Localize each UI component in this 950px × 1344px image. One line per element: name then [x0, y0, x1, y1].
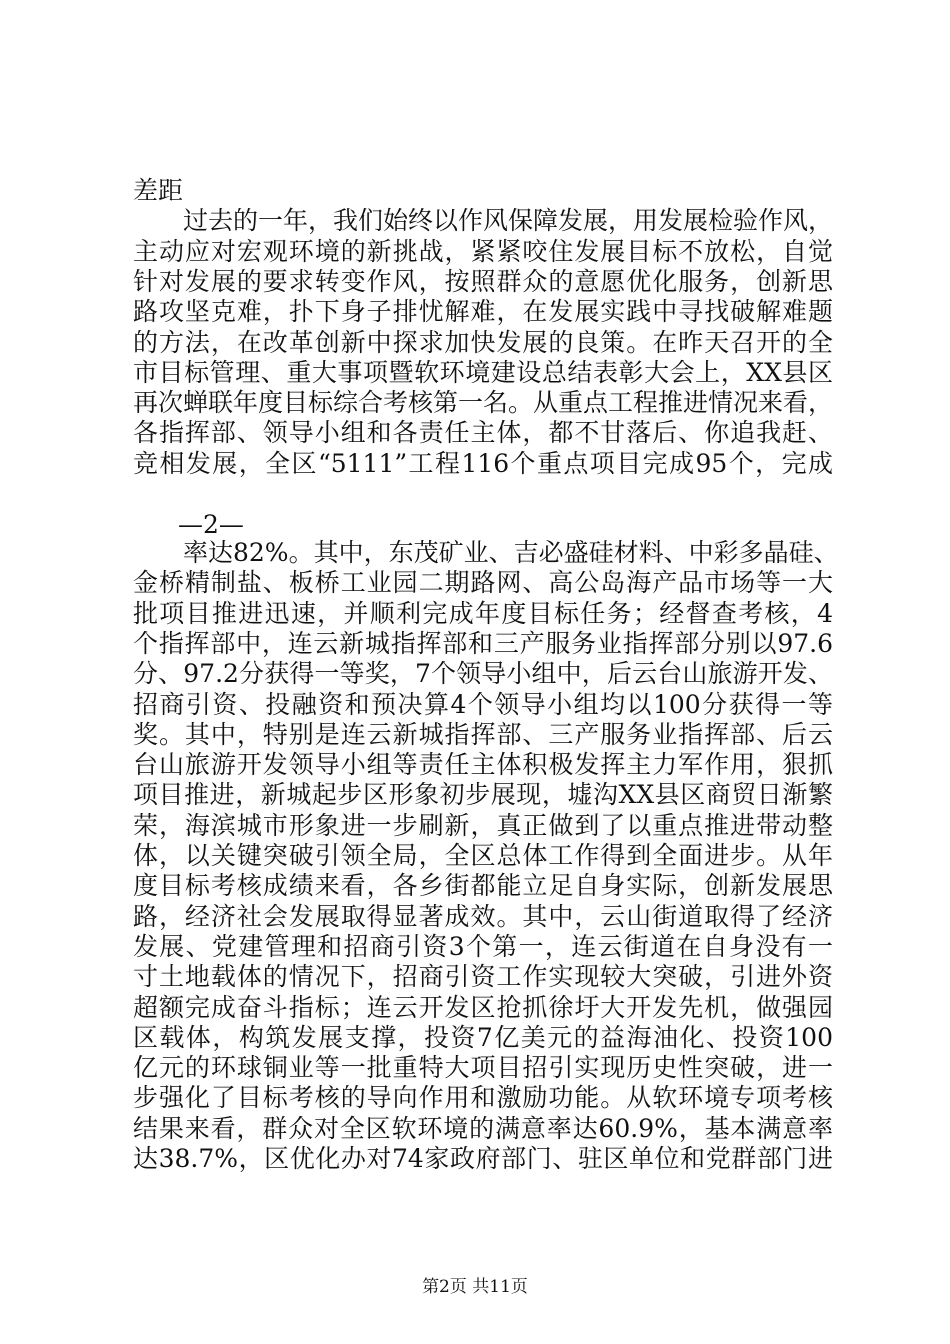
text-line: 区载体，构筑发展支撑，投资7亿美元的益海油化、投资100 — [133, 1022, 833, 1052]
text-line: 分、97.2分获得一等奖，7个领导小组中，后云台山旅游开发、 — [133, 659, 833, 689]
text-line: 奖。其中，特别是连云新城指挥部、三产服务业指挥部、后云 — [133, 719, 833, 749]
text-line: 度目标考核成绩来看，各乡街都能立足自身实际，创新发展思 — [133, 871, 833, 901]
text-line: 针对发展的要求转变作风，按照群众的意愿优化服务，创新思 — [133, 266, 833, 296]
text-line: 项目推进，新城起步区形象初步展现，墟沟XX县区商贸日渐繁 — [133, 780, 833, 810]
text-line: 招商引资、投融资和预决算4个领导小组均以100分获得一等 — [133, 689, 833, 719]
text-line: 市目标管理、重大事项暨软环境建设总结表彰大会上，XX县区 — [133, 357, 833, 387]
text-line: 寸土地载体的情况下，招商引资工作实现较大突破，引进外资 — [133, 962, 833, 992]
page-marker: —2— — [178, 510, 244, 539]
text-line: 荣，海滨城市形象进一步刷新，真正做到了以重点推进带动整 — [133, 810, 833, 840]
text-line: 达38.7%，区优化办对74家政府部门、驻区单位和党群部门进 — [133, 1144, 833, 1173]
text-line: 过去的一年，我们始终以作风保障发展，用发展检验作风， — [133, 206, 834, 236]
text-line: 再次蝉联年度目标综合考核第一名。从重点工程推进情况来看， — [133, 388, 834, 418]
text-line: 个指挥部中，连云新城指挥部和三产服务业指挥部分别以97.6 — [133, 628, 833, 658]
text-line: 结果来看，群众对全区软环境的满意率达60.9%，基本满意率 — [133, 1113, 833, 1143]
text-line: 台山旅游开发领导小组等责任主体积极发挥主力军作用，狠抓 — [133, 750, 833, 780]
text-line: 超额完成奋斗指标；连云开发区抢抓徐圩大开发先机，做强园 — [133, 992, 833, 1022]
text-line: 率达82%。其中，东茂矿业、吉必盛硅材料、中彩多晶硅、 — [133, 538, 839, 567]
text-line: 步强化了目标考核的导向作用和激励功能。从软环境专项考核 — [133, 1083, 833, 1113]
text-line: 路，经济社会发展取得显著成效。其中，云山街道取得了经济 — [133, 901, 833, 931]
text-line: 金桥精制盐、板桥工业园二期路网、高公岛海产品市场等一大 — [133, 568, 833, 598]
text-line: 路攻坚克难，扑下身子排忧解难，在发展实践中寻找破解难题 — [133, 297, 833, 327]
page-footer: 第2页 共11页 — [422, 1277, 528, 1297]
text-line: 发展、党建管理和招商引资3个第一，连云街道在自身没有一 — [133, 931, 833, 961]
text-line: 主动应对宏观环境的新挑战，紧紧咬住发展目标不放松，自觉 — [133, 236, 833, 266]
text-line: 的方法，在改革创新中探求加快发展的良策。在昨天召开的全 — [133, 327, 833, 357]
text-line: 亿元的环球铜业等一批重特大项目招引实现历史性突破，进一 — [133, 1053, 833, 1083]
text-line: 竞相发展，全区“5111”工程116个重点项目完成95个，完成 — [133, 448, 833, 478]
text-line: 各指挥部、领导小组和各责任主体，都不甘落后、你追我赶、 — [133, 418, 833, 448]
text-line: 体，以关键突破引领全局，全区总体工作得到全面进步。从年 — [133, 841, 833, 870]
text-line: 批项目推进迅速，并顺利完成年度目标任务；经督查考核，4 — [133, 598, 833, 628]
text-line: 差距 — [133, 176, 184, 205]
